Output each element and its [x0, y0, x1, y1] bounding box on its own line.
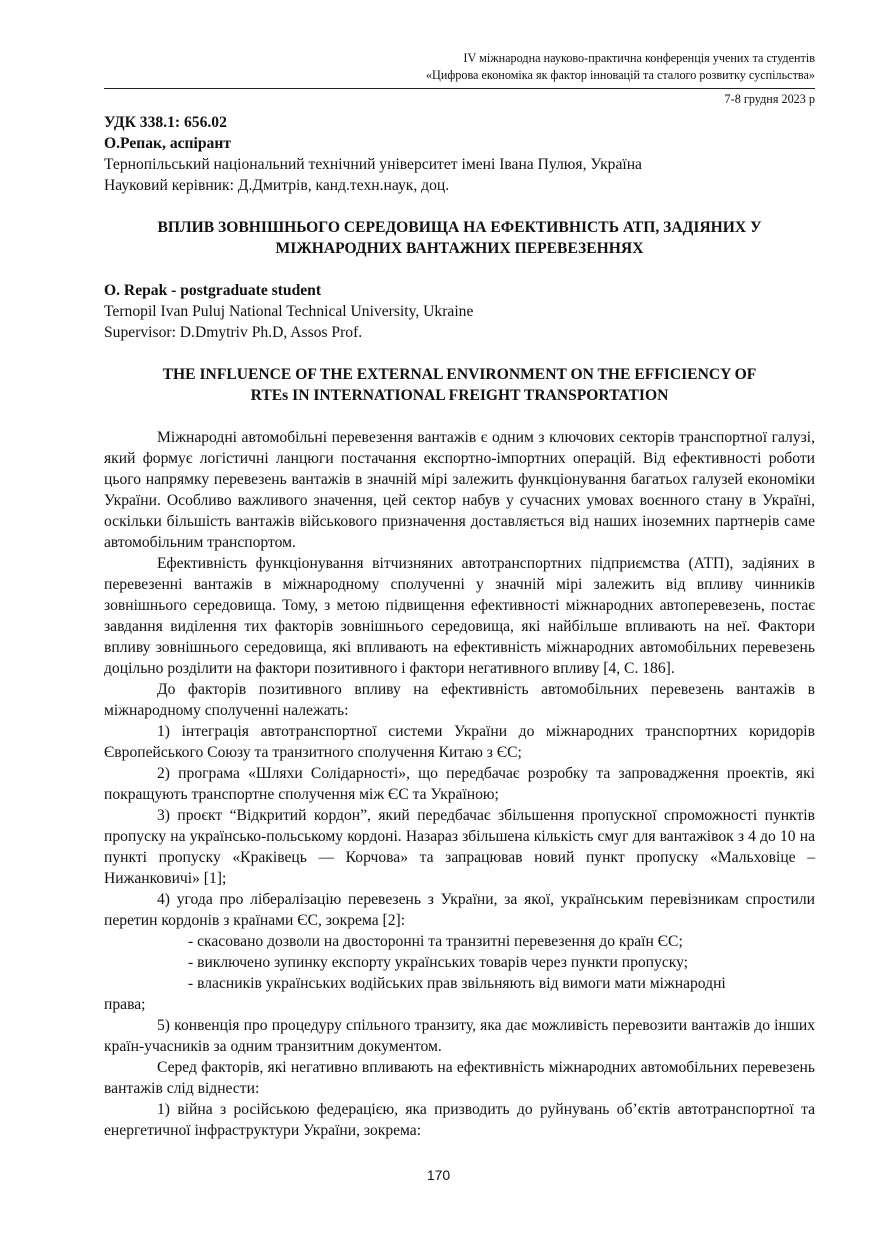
paper-title-ua-line2: МІЖНАРОДНИХ ВАНТАЖНИХ ПЕРЕВЕЗЕННЯХ [275, 240, 644, 257]
dash-item-3: - власників українських водійських прав звільняють від вимоги мати міжнародні [188, 975, 726, 992]
paper-title-ua-line1: ВПЛИВ ЗОВНІШНЬОГО СЕРЕДОВИЩА НА ЕФЕКТИВНІСТЬ АТП, ЗАДІЯНИХ У [157, 219, 762, 236]
spacer [104, 196, 815, 217]
page-number: 170 [426, 1167, 451, 1183]
dash-item-2: - виключено зупинку експорту українських товарів через пункти пропуску; [188, 954, 689, 971]
paper-title-en-line1: THE INFLUENCE OF THE EXTERNAL ENVIRONMENT ON THE EFFICIENCY OF [162, 366, 757, 383]
author-ua: О.Репак, аспірант [104, 135, 231, 152]
udc-code: УДК 338.1: 656.02 [104, 114, 227, 131]
paragraph-1: Міжнародні автомобільні перевезення вантажів є одним з ключових секторів транспортної галузі, який формує логістичні ланцюги постачання експортно-імпортних операцій. Від ефективності роботи цього напрямку перевезень вантажів в значній мірі залежить функціонування багатьох галузей економіки України. Особливо важливого значення, цей сектор набув у сучасних умовах воєнного стану в Україні, оскільки більшість вантажів військового призначення доставляється від наших іноземних партнерів саме автомобільним транспортом. [104, 429, 815, 551]
paragraph-3: До факторів позитивного впливу на ефективність автомобільних перевезень вантажів в міжнародному сполученні належать: [104, 681, 815, 719]
conference-title-line2: «Цифрова економіка як фактор інновацій та сталого розвитку суспільства» [425, 68, 815, 82]
conference-date: 7-8 грудня 2023 р [724, 92, 815, 106]
list-item-5: 5) конвенція про процедуру спільного транзиту, яка дає можливість перевозити вантажів до інших країн-учасників за одним транзитним документом. [104, 1017, 815, 1055]
list-item-3: 3) проєкт “Відкритий кордон”, який передбачає збільшення пропускної спроможності пунктів пропуску на українсько-польському кордоні. Назараз збільшена кількість смуг для вантажівок з 4 до 10 на пункті пропуску «Краківець — Корчова» та запрацював новий пункт пропуску «Мальховіце – Нижанковичі» [1]; [104, 807, 815, 887]
paragraph-2: Ефективність функціонування вітчизняних автотранспортних підприємства (АТП), задіяних в перевезенні вантажів в міжнародному сполученні у значній мірі залежить від впливу чинників зовнішнього середовища. Тому, з метою підвищення ефективності міжнародних автоперевезень, постає завдання виділення тих факторів зовнішнього середовища, які найбільше впливають на неї. Фактори впливу зовнішнього середовища, які впливають на ефективність міжнародних автомобільних перевезень доцільно розділити на фактори позитивного і фактори негативного впливу [4, С. 186]. [104, 555, 815, 677]
supervisor-en: Supervisor: D.Dmytriv Ph.D, Assos Prof. [104, 324, 363, 341]
author-en: O. Repak - postgraduate student [104, 282, 322, 299]
paper-title-ua [104, 217, 815, 259]
paper-title-en [104, 364, 815, 406]
dash-item-3-continuation: права; [104, 996, 146, 1013]
list-item-2: 2) програма «Шляхи Солідарності», що передбачає розробку та запровадження проектів, які покращують транспортне сполучення між ЄС та Україною; [104, 765, 815, 803]
negative-item-1: 1) війна з російською федерацією, яка призводить до руйнувань об’єктів автотранспортної та енергетичної інфраструктури України, зокрема: [104, 1101, 815, 1139]
spacer [104, 259, 815, 280]
list-item-1: 1) інтеграція автотранспортної системи України до міжнародних транспортних коридорів Європейського Союзу та транзитного сполучення Китаю з ЄС; [104, 723, 815, 761]
conference-header [104, 50, 815, 84]
header-divider [104, 88, 815, 89]
affiliation-en: Ternopil Ivan Puluj National Technical University, Ukraine [104, 303, 474, 320]
spacer [104, 406, 815, 427]
list-item-4: 4) угода про лібералізацію перевезень з України, за якої, українським перевізникам спростили перетин кордонів з країнами ЄС, зокрема [2]: [104, 891, 815, 929]
dash-item-1: - скасовано дозволи на двосторонні та транзитні перевезення до країн ЄС; [188, 933, 683, 950]
paragraph-4: Серед факторів, які негативно впливають на ефективність міжнародних автомобільних перевезень вантажів слід віднести: [104, 1059, 815, 1097]
spacer [104, 343, 815, 364]
paper-body [104, 112, 815, 1141]
supervisor-ua: Науковий керівник: Д.Дмитрів, канд.техн.наук, доц. [104, 177, 450, 194]
affiliation-ua: Тернопільський національний технічний університет імені Івана Пулюя, Україна [104, 156, 642, 173]
paper-title-en-line2: RTEs IN INTERNATIONAL FREIGHT TRANSPORTATION [250, 387, 669, 404]
conference-title-line1: IV міжнародна науково-практична конференція учених та студентів [463, 51, 815, 65]
